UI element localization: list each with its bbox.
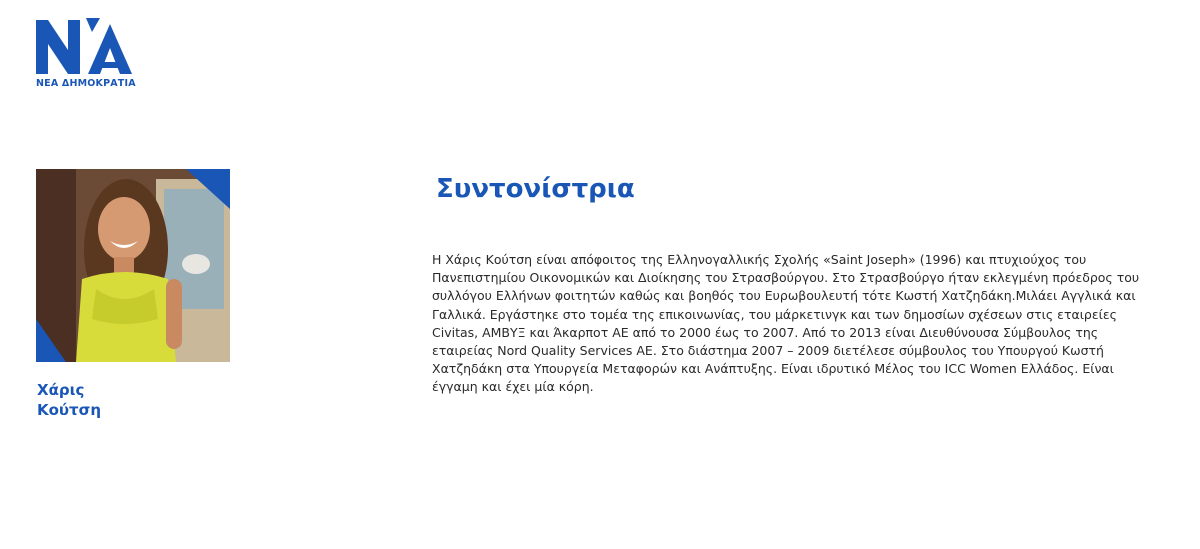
bio-line: Η Χάρις Κούτση είναι απόφοιτος της Ελληνογαλλικής Σχολής «Saint Joseph» (1996) και πτυχιούχος του [432,252,1087,267]
bio-paragraph [432,251,1192,397]
person-name-last: Κούτση [37,401,101,419]
logo-text: ΝΕΑ ΔΗΜΟΚΡΑΤΙΑ [36,78,136,89]
nd-logo-icon [34,18,138,76]
bio-line: Χατζηδάκη στα Υπουργεία Μεταφορών και Ανάπτυξης. Είναι ιδρυτικό Μέλος του ICC Women Ελλάδος. Είναι [432,361,1114,377]
bio-line: Πανεπιστημίου Οικονομικών και Διοίκησης του Στρασβούργου. Στο Στρασβούργο ήταν εκλεγμένη πρόεδρος του [432,270,1140,286]
role-title: Συντονίστρια [436,174,635,204]
person-name [37,380,157,420]
profile-photo [36,169,230,362]
portrait-image [36,169,230,362]
site-logo-link[interactable] [34,18,138,92]
bio-line: έγγαμη και έχει μία κόρη. [432,379,594,395]
bio-line: εταιρείας Nord Quality Services AE. Στο διάστημα 2007 – 2009 διετέλεσε σύμβουλος του Υπουργού Κωστή [432,343,1104,359]
person-name-first: Χάρις [37,381,85,399]
bio-line: Civitas, ΑΜΒΥΞ και Άκαρποτ ΑΕ από το 2000 έως το 2007. Από το 2013 είναι Διευθύνουσα Σύμβουλος της [432,324,1099,340]
bio-line: Γαλλικά. Εργάστηκε στο τομέα της επικοινωνίας, του μάρκετινγκ και των δημοσίων σχέσεων στις εταιρείες [432,306,1117,322]
bio-line: συλλόγου Ελλήνων φοιτητών καθώς και βοηθός του Ευρωβουλευτή τότε Κωστή Χατζηδάκη.Μιλάει Αγγλικά και [432,288,1136,304]
